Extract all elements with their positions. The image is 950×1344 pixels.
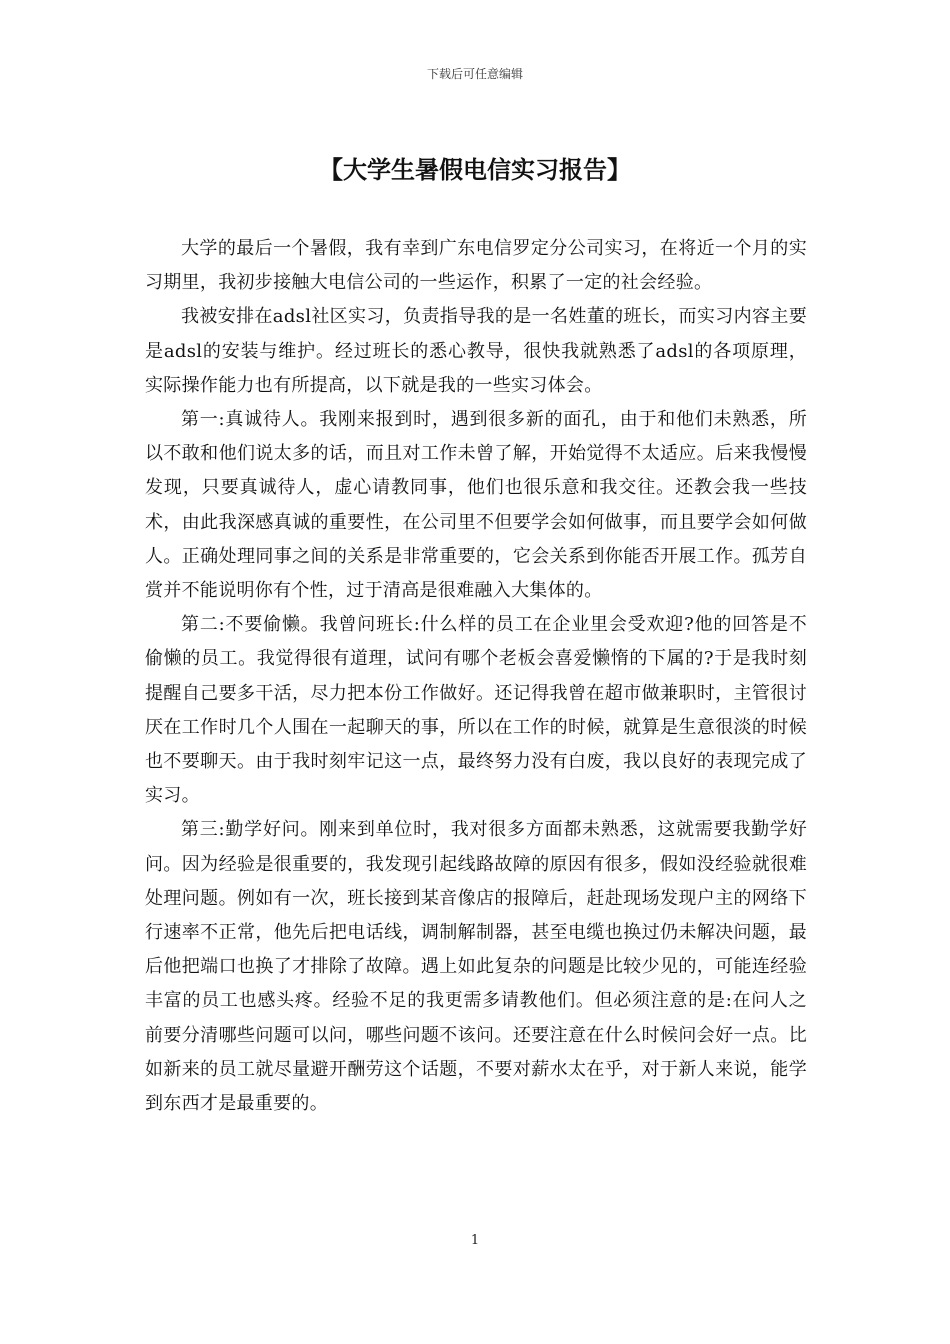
paragraph-point-one: 第一:真诚待人。我刚来报到时，遇到很多新的面孔，由于和他们未熟悉，所以不敢和他们说太多的话，而且对工作未曾了解，开始觉得不太适应。后来我慢慢发现，只要真诚待人，虚心请教同事，他们也很乐意和我交往。还教会我一些技术，由此我深感真诚的重要性，在公司里不但要学会如何做事，而且要学会如何做人。正确处理同事之间的关系是非常重要的，它会关系到你能否开展工作。孤芳自赏并不能说明你有个性，过于清高是很难融入大集体的。	[145, 409, 807, 602]
document-body	[145, 232, 807, 1121]
page-number: 1	[470, 1233, 480, 1248]
header-note: 下载后可任意编辑	[426, 67, 523, 81]
paragraph-point-three: 第三:勤学好问。刚来到单位时，我对很多方面都未熟悉，这就需要我勤学好问。因为经验是很重要的，我发现引起线路故障的原因有很多，假如没经验就很难处理问题。例如有一次，班长接到某音像店的报障后，赶赴现场发现户主的网络下行速率不正常，他先后把电话线，调制解制器，甚至电缆也换过仍未解决问题，最后他把端口也换了才排除了故障。遇上如此复杂的问题是比较少见的，可能连经验丰富的员工也感头疼。经验不足的我更需多请教他们。但必须注意的是:在问人之前要分清哪些问题可以问，哪些问题不该问。还要注意在什么时候问会好一点。比如新来的员工就尽量避开酬劳这个话题，不要对薪水太在乎，对于新人来说，能学到东西才是最重要的。	[145, 819, 807, 1115]
paragraph-intro: 大学的最后一个暑假，我有幸到广东电信罗定分公司实习，在将近一个月的实习期里，我初步接触大电信公司的一些运作，积累了一定的社会经验。	[145, 238, 807, 294]
paragraph-point-two: 第二:不要偷懒。我曾问班长:什么样的员工在企业里会受欢迎?他的回答是不偷懒的员工。我觉得很有道理，试问有哪个老板会喜爱懒惰的下属的?于是我时刻提醒自己要多干活，尽力把本份工作做好。还记得我曾在超市做兼职时，主管很讨厌在工作时几个人围在一起聊天的事，所以在工作的时候，就算是生意很淡的时候也不要聊天。由于我时刻牢记这一点，最终努力没有白废，我以良好的表现完成了实习。	[145, 614, 807, 807]
paragraph-assignment: 我被安排在adsl社区实习，负责指导我的是一名姓董的班长，而实习内容主要是adsl的安装与维护。经过班长的悉心教导，很快我就熟悉了adsl的各项原理，实际操作能力也有所提高，以下就是我的一些实习体会。	[145, 306, 807, 396]
document-title: 【大学生暑假电信实习报告】	[319, 155, 631, 184]
